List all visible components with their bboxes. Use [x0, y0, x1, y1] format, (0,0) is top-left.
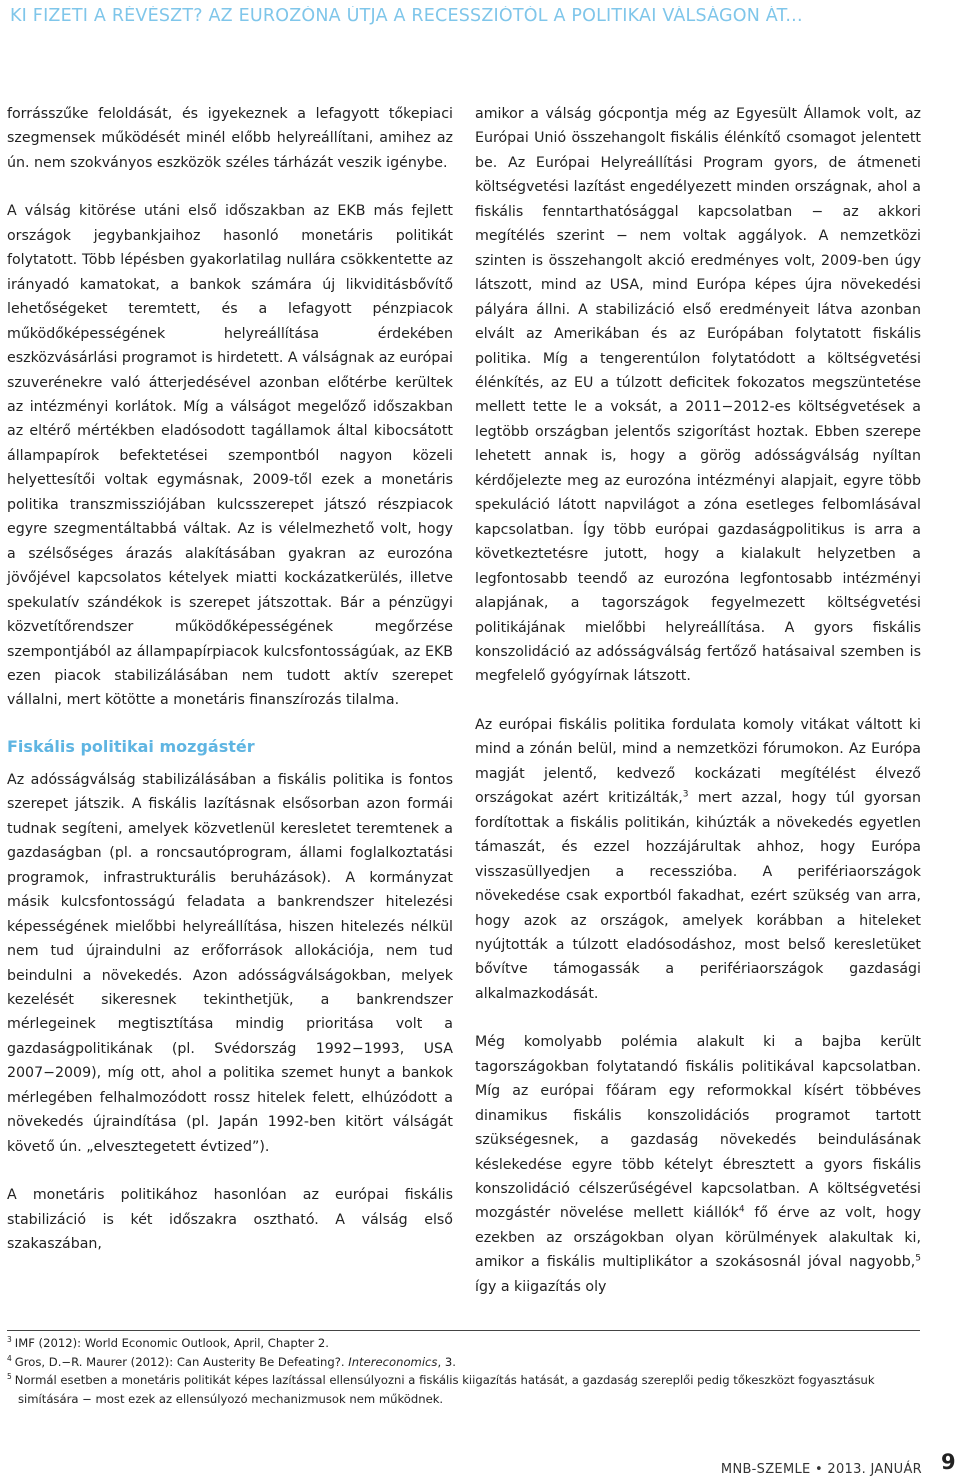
footnote	[7, 1353, 922, 1372]
footnote-text: Gros, D.−R. Maurer (2012): Can Austerity Be Defeating?.	[14, 1354, 349, 1369]
footnote-text: IMF (2012): World Economic Outlook, April, Chapter 2.	[14, 1336, 329, 1350]
footnote	[7, 1371, 922, 1408]
footnote-divider	[7, 1330, 920, 1331]
paragraph: A válság kitörése utáni első időszakban az EKB más fejlett országok jegybankjaihoz hasonló monetáris politikát folytatott. Több lépésben gyakorlatilag nullára csökkentette az irányadó kamatokat, a bankok számára új likviditásbővítő lehetőségeket teremtett, és a lefagyott pénzpiacok működőképességének helyreállítása érdekében eszközvásárlási programot is hirdetett. A válságnak az európai szuverénekre való átterjedésével azonban előtérbe kerültek az intézményi korlátok. Míg a válságot megelőző időszakban az eltérő mértékben eladósodott tagállamok által kibocsátott állampapírok befektetései szempontból nagyon közeli helyettesítői voltak egymásnak, 2009-től ezek a monetáris politika transzmissziójában kulcsszerepet játszó részpiacok egyre szegmentáltabbá váltak. Az is vélelmezhető volt, hogy a szélsőséges árazás alakításában gyakran az eurozóna jövőjével kapcsolatos kételyek miatti kockázatkerülés, illetve spekulatív szándékok is szerepet játszottak. Bár a pénzügyi közvetítőrendszer működőképességének megőrzése szempontjából az állampapírpiacok kulcsfontosságúak, az EKB ezen piacok stabilizálásában nem tudott aktív szerepet vállalni, mert kötötte a monetáris finanszírozás tilalma.	[7, 203, 453, 709]
paragraph: Az adósságválság stabilizálásában a fiskális politika is fontos szerepet játszik. A fiskális lazításnak elsősorban azon formái tudnak segíteni, amelyek közvetlenül keresletet teremtenek a gazdaságban (pl. a roncsautóprogram, állami foglalkoztatási programok, infrastrukturális beruházások). A kormányzat másik kulcsfontosságú feladata a bankrendszer hitelezési képességének mielőbbi helyreállítása, hiszen hitelezés nélkül nem tud újraindulni az erőforrások allokációja, nem tud beindulni a növekedés. Azon adósságválságokban, melyek kezelését sikeresnek tekinthetjük, a bankrendszer mérlegeinek megtisztítása mindig prioritása volt a gazdaságpolitikának (pl. Svédország 1992−1993, USA 2007−2009), míg ott, ahol a politika szemet hunyt a bankok mérlegében felhalmozódott rossz hitelek felett, elhúzódott a növekedés újraindítása (pl. Japán 1992-ben kitört válságát követő ún. „elvesztegetett évtized”).	[7, 771, 453, 1155]
right-column	[475, 102, 921, 1299]
paragraph	[475, 1030, 921, 1299]
left-column	[7, 102, 453, 1256]
footnote	[7, 1334, 922, 1353]
paragraph: forrásszűke feloldását, és igyekeznek a lefagyott tőkepiaci szegmensek működését minél előbb helyreállítani, amihez az ún. nem szokványos eszközök széles tárházát veszik igénybe.	[7, 106, 453, 171]
footer-separator: •	[814, 1462, 823, 1477]
paragraph: amikor a válság gócpontja még az Egyesült Államok volt, az Európai Unió összehangolt fiskális élénkítő csomagot jelentett be. Az Európai Helyreállítási Program gyors, de átmeneti költségvetési lazítást engedélyezett minden országnak, ahol a fiskális fenntarthatósággal kapcsolatban − az akkori megítélés szerint − nem voltak aggályok. A nemzetközi szinten is összehangolt akció eredményes volt, 2009-ben úgy látszott, mind az USA, mind Európa képes újra növekedési pályára állni. A stabilizáció első eredményeit látva azonban elvált az Amerikában és az Európában folytatott fiskális politika. Míg a tengerentúlon folytatódott a költségvetési élénkítés, az EU a túlzott deficitek fokozatos megszüntetése mellett tette le a voksát, a 2011−2012-es költségvetések a legtöbb országban jelentős szigorítást hoztak. Ebben szerepe lehetett annak is, hogy a görög adósságválság nyíltan kérdőjelezte meg az eurozóna intézményi alapjait, egyre több spekuláció látott napvilágot a zóna esetleges felbomlásával kapcsolatban. Így több európai gazdaságpolitikus is arra a következtetésre jutott, hogy a kialakult helyzetben a legfontosabb teendő az eurozóna legfontosabb intézményi alapjának, a tagországok fegyelmezett költségvetési politikájának mielőbbi helyreállítása. A gyors fiskális konszolidáció az adósságválság fertőző hatásaival szemben is megfelelő gyógyírnak látszott.	[475, 106, 921, 685]
footnote-number: 5	[7, 1372, 12, 1382]
footnote-ref[interactable]: 5	[915, 1253, 921, 1264]
issue-date: 2013. JANUÁR	[827, 1462, 922, 1477]
text-run: Az európai fiskális politika fordulata komoly vitákat váltott ki mind a zónán belül, mind a nemzetközi fórumokon. Az Európa magját jelentő, kedvező kockázati megítélést élvező országokat azért kritizálták,	[475, 716, 921, 807]
page-footer	[721, 1462, 922, 1477]
footnote-number: 3	[7, 1335, 12, 1345]
footnote-text: Normál esetben a monetáris politikát képes lazítással ellensúlyozni a fiskális kiigazítás hatását, a gazdaság szereplői pedig tőkeszközt fogyasztásuk	[14, 1373, 875, 1387]
section-heading: Fiskális politikai mozgástér	[7, 736, 255, 756]
running-header: KI FIZETI A RÉVÉSZT? AZ EUROZÓNA ÚTJA A RECESSZIÓTÓL A POLITIKAI VÁLSÁGON ÁT...	[10, 6, 803, 26]
text-run: Még komolyabb polémia alakult ki a bajba került tagországokban folytatandó fiskális politikával kapcsolatban. Míg az európai főáram egy reformokkal kísért többéves dinamikus fiskális konszolidációs programot tartott szükségesnek, a gazdaság növekedés beindulásának késlekedése egyre több kételyt ébresztett a gyors fiskális konszolidáció célszerűségével kapcsolatban. A költségvetési mozgástér növelése mellett kiállók	[475, 1034, 921, 1222]
footnotes	[7, 1334, 922, 1408]
footnote-number: 4	[7, 1353, 12, 1363]
journal-name: MNB-SZEMLE	[720, 1462, 811, 1477]
footnote-ref[interactable]: 3	[682, 789, 689, 800]
text-run: fő érve az volt, hogy ezekben az országokban olyan körülmények alakultak ki, amikor a fiskális multiplikátor a szokásosnál jóval nagyobb,	[475, 1205, 921, 1271]
page-number: 9	[941, 1450, 956, 1474]
paragraph: A monetáris politikához hasonlóan az európai fiskális stabilizáció is két időszakra osztható. A válság első szakaszában,	[7, 1187, 453, 1253]
paragraph	[475, 713, 921, 1006]
text-run: így a kiigazítás oly	[475, 1278, 607, 1295]
journal-title: Intereconomics	[348, 1354, 438, 1369]
text-run: mert azzal, hogy túl gyorsan fordítottak a fiskális politikán, kihúzták a növekedés egyetlen támaszát, és ezzel hozzájárultak ahhoz, hogy Európa visszasüllyedjen a recesszióba. A perifériaországok növekedése csak exportból fakadhat, ezért szükség van arra, hogy azok az országok, amelyek korábban a hiteleket nyújtották a túlzott eladósodáshoz, most belső keresletüket bővítve támogassák a perifériaországok gazdasági alkalmazkodását.	[475, 790, 921, 1002]
footnote-ref[interactable]: 4	[738, 1204, 745, 1215]
footnote-text: , 3.	[437, 1354, 456, 1369]
footnote-text: simítására − most ezek az ellensúlyozó mechanizmusok nem működnek.	[18, 1391, 444, 1406]
